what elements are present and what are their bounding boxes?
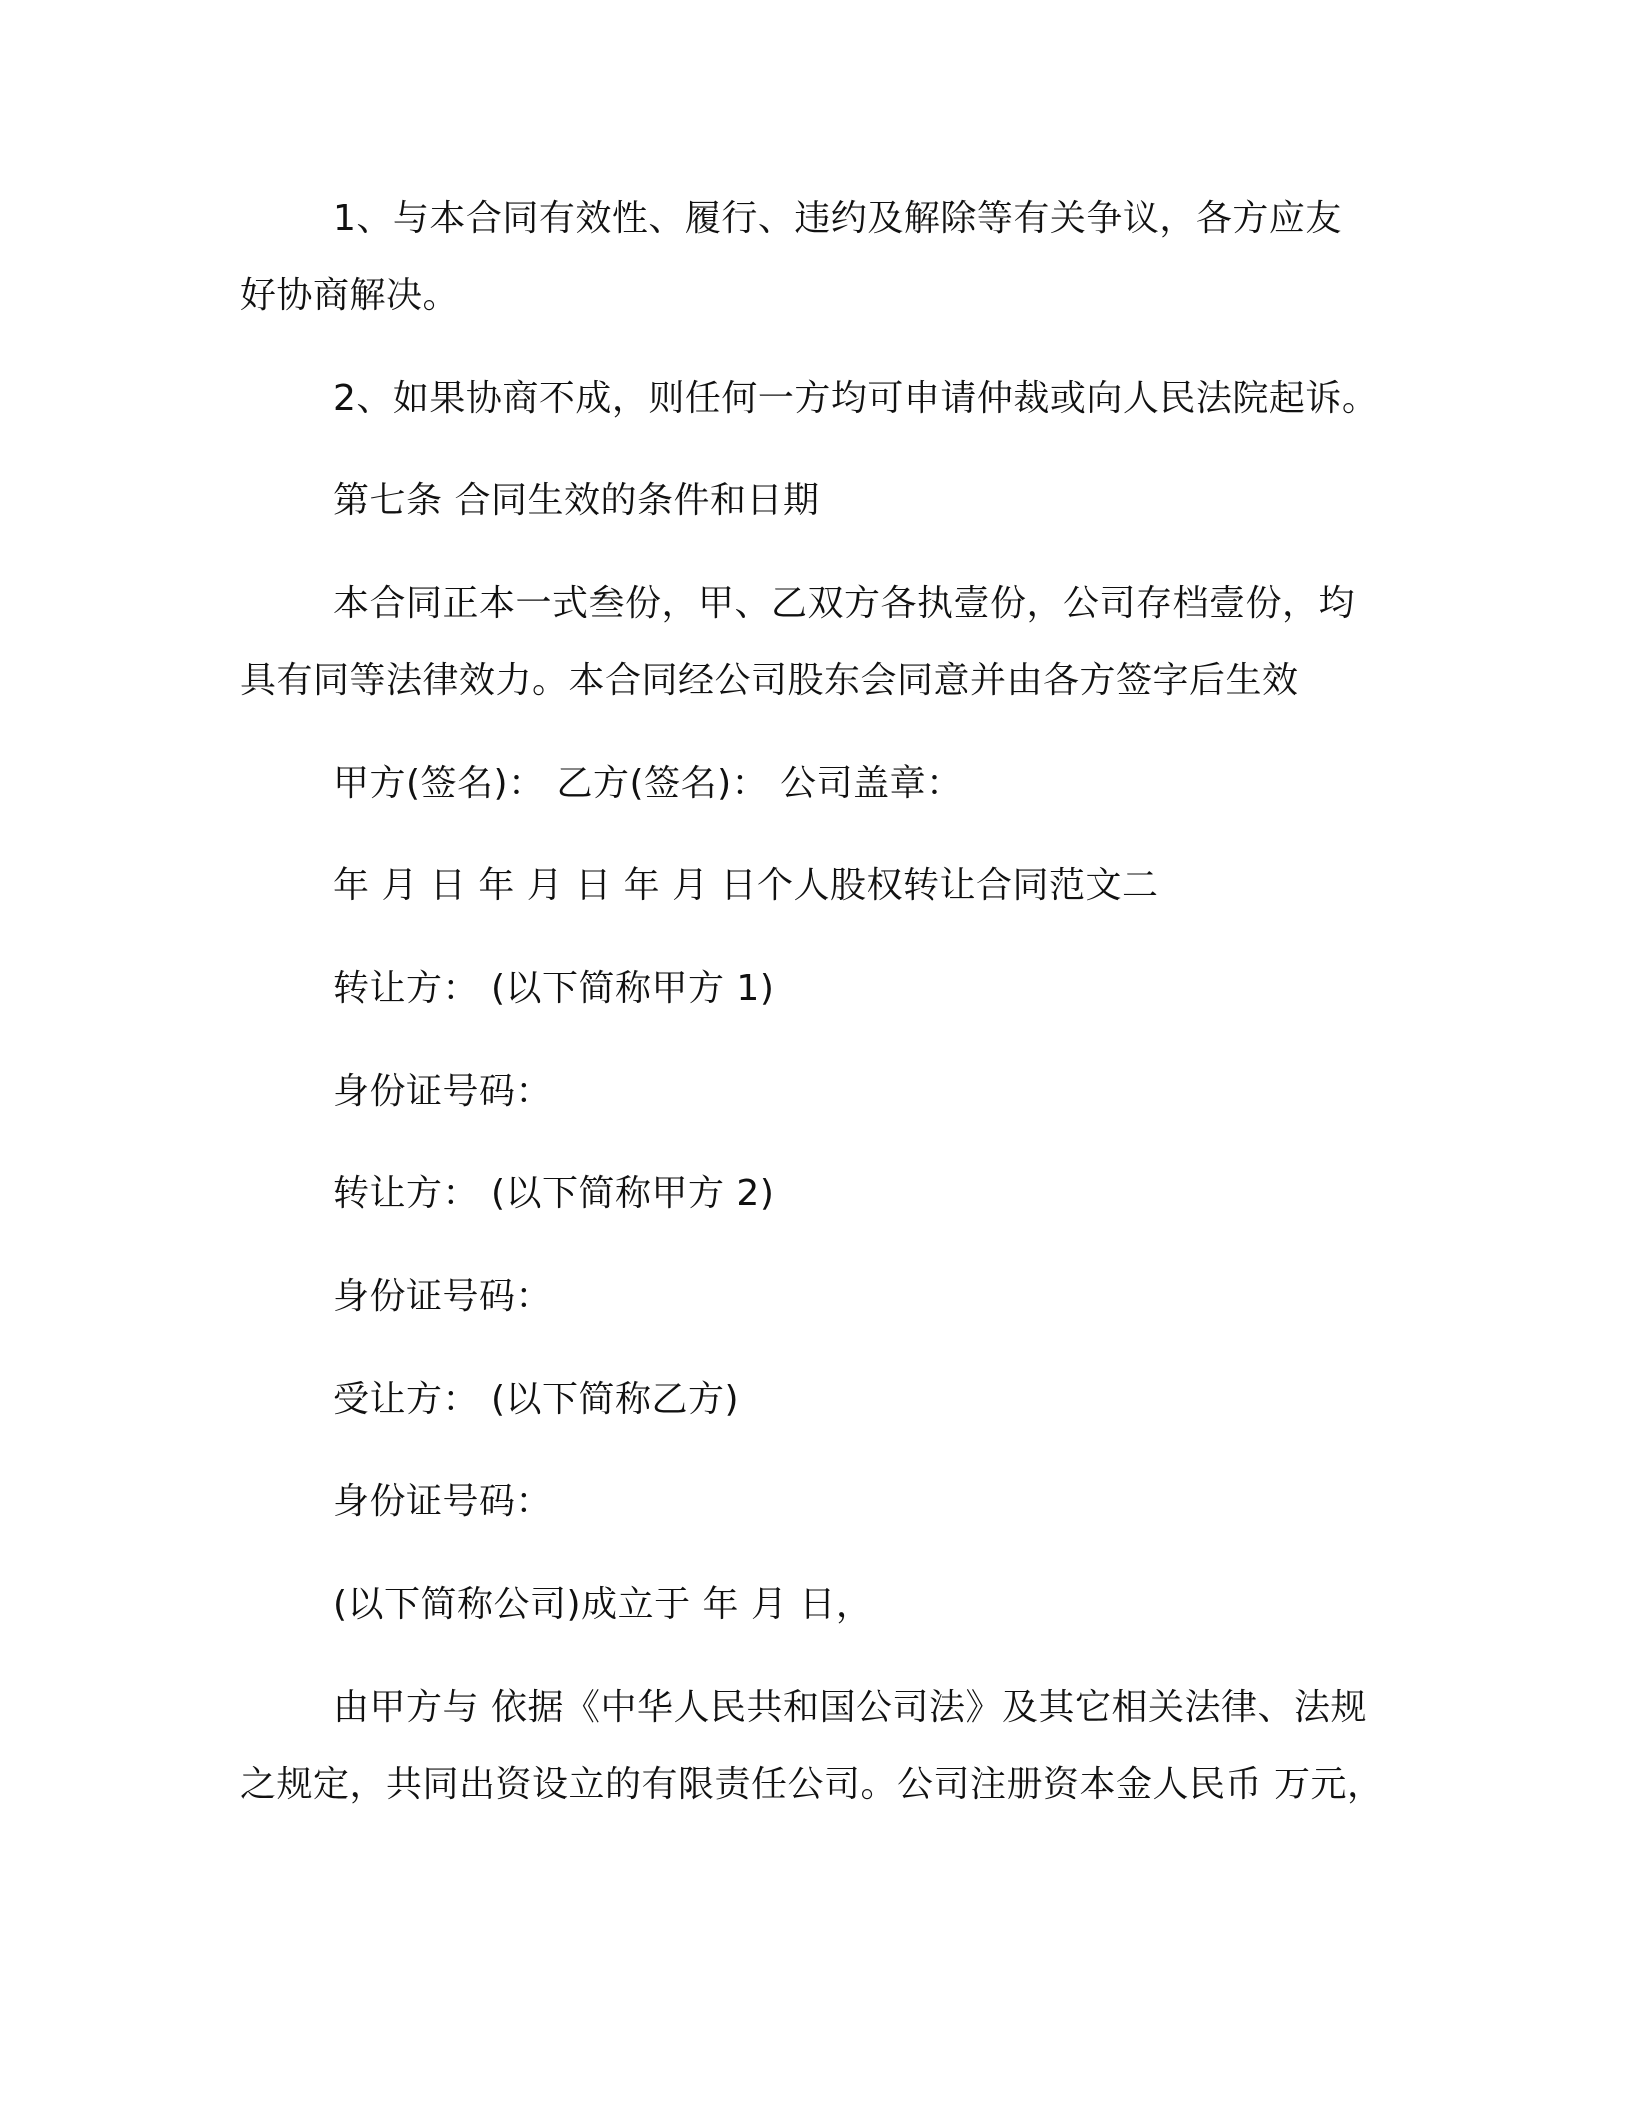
article-7-heading: 第七条 合同生效的条件和日期 [333, 480, 820, 521]
company-established: (以下简称公司)成立于 年 月 日， [333, 1584, 873, 1625]
effect-paragraph-line-1: 本合同正本一式叁份，甲、乙双方各执壹份，公司存档壹份，均 [333, 583, 1356, 624]
signature-line: 甲方(签名)： 乙方(签名)： 公司盖章： [333, 763, 963, 804]
id-number-2: 身份证号码： [333, 1276, 553, 1317]
company-paragraph-line-2: 之规定，共同出资设立的有限责任公司。公司注册资本金人民币 万元， [240, 1764, 1384, 1805]
clause-2: 2、如果协商不成，则任何一方均可申请仲裁或向人民法院起诉。 [333, 378, 1379, 419]
id-number-1: 身份证号码： [333, 1071, 553, 1112]
transferor-2: 转让方： (以下简称甲方 2) [333, 1173, 775, 1214]
transferee: 受让方： (以下简称乙方) [333, 1379, 740, 1420]
clause-1-line-1: 1、与本合同有效性、履行、违约及解除等有关争议，各方应友 [333, 198, 1342, 239]
id-number-3: 身份证号码： [333, 1481, 553, 1522]
clause-1-line-2: 好协商解决。 [240, 275, 460, 316]
company-paragraph-line-1: 由甲方与 依据《中华人民共和国公司法》及其它相关法律、法规 [333, 1687, 1367, 1728]
transferor-1: 转让方： (以下简称甲方 1) [333, 968, 775, 1009]
date-line-and-title: 年 月 日 年 月 日 年 月 日个人股权转让合同范文二 [333, 865, 1159, 906]
effect-paragraph-line-2: 具有同等法律效力。本合同经公司股东会同意并由各方签字后生效 [240, 660, 1299, 701]
